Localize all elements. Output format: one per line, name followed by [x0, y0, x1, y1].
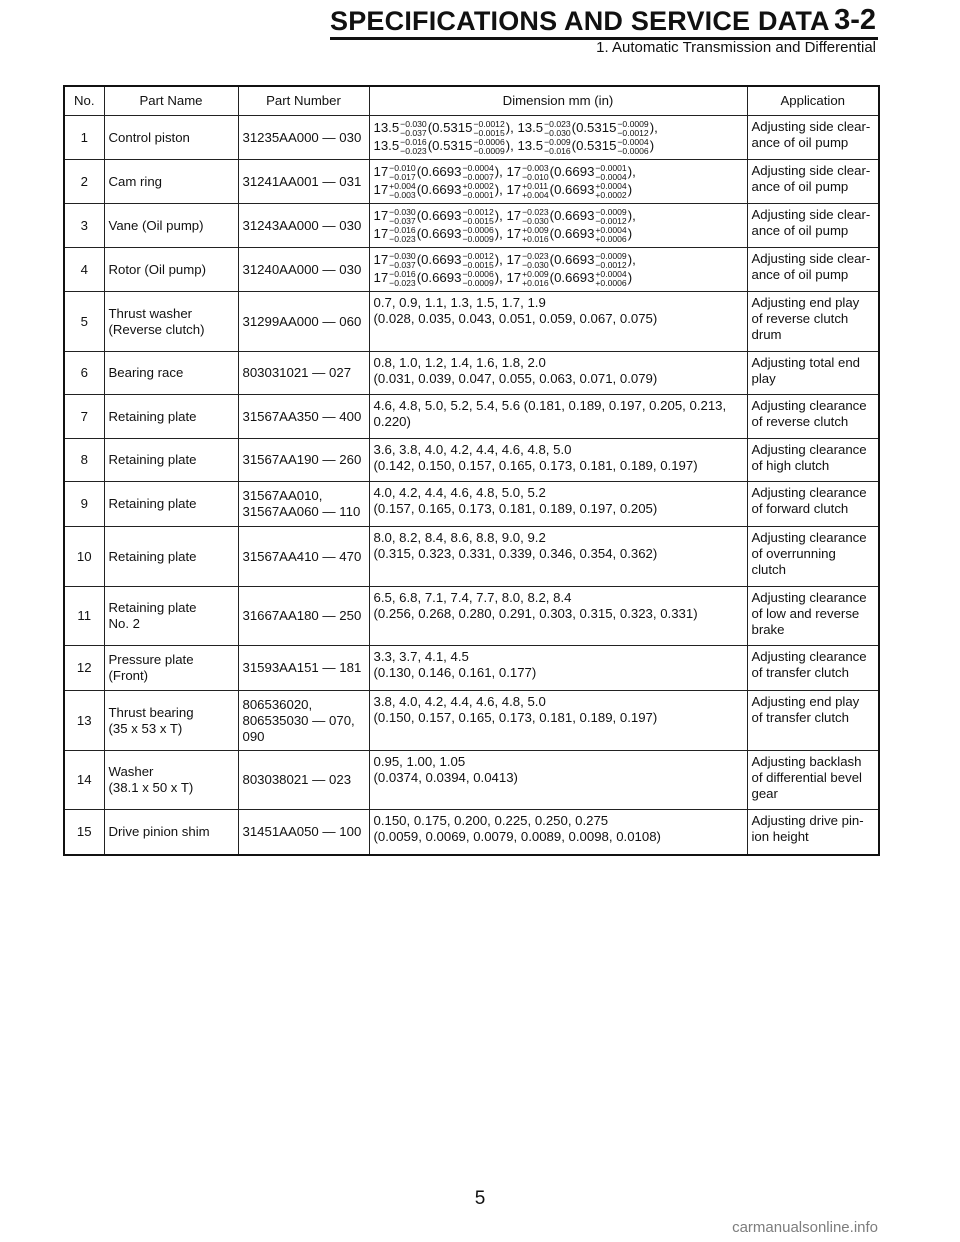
part-number: 31451AA050 — 100 [238, 810, 369, 855]
dimension-text: 17 [373, 164, 389, 179]
tolerance-lower: −0.0012 [595, 259, 627, 270]
table-header-row [64, 86, 879, 116]
tolerance-upper: −0.010 [389, 163, 416, 174]
dimension-text: ), 17 [494, 182, 522, 198]
part-number: 31667AA180 — 250 [238, 587, 369, 646]
dimension [369, 116, 747, 160]
dimension-text: ), 13.5 [505, 138, 544, 154]
dimension [369, 204, 747, 248]
dimension-line [374, 251, 743, 269]
table-row [64, 751, 879, 810]
tolerance-lower: −0.0012 [617, 127, 649, 138]
row-number: 10 [64, 527, 104, 587]
tolerance-lower: −0.023 [400, 145, 427, 156]
part-name: Control piston [104, 116, 238, 160]
tolerance-lower: −0.0015 [462, 259, 494, 270]
tolerance-lower: +0.016 [522, 233, 549, 244]
tolerance-upper: +0.004 [389, 181, 416, 192]
tolerance [617, 120, 648, 137]
tolerance [595, 252, 626, 269]
application: Adjusting clearance of low and reverse brake [747, 587, 879, 646]
dimension-text: (0.6693 [549, 208, 595, 223]
dimension-text: ) [649, 138, 655, 154]
row-number: 2 [64, 160, 104, 204]
part-number: 31567AA350 — 400 [238, 395, 369, 439]
tolerance-upper: +0.0004 [595, 269, 627, 280]
part-number: 803038021 — 023 [238, 751, 369, 810]
dimension-text: ), [649, 120, 658, 135]
dimension-text: (0.6693 [549, 226, 595, 242]
application: Adjusting drive pin- ion height [747, 810, 879, 855]
table-row [64, 482, 879, 527]
application: Adjusting total end play [747, 352, 879, 395]
tolerance-upper: +0.0004 [595, 225, 627, 236]
dimension-text: ), 17 [494, 164, 522, 179]
dimension: 0.95, 1.00, 1.05 (0.0374, 0.0394, 0.0413) [369, 751, 747, 810]
part-name: Retaining plate [104, 482, 238, 527]
tolerance-lower: −0.016 [544, 145, 571, 156]
part-number: 31567AA010, 31567AA060 — 110 [238, 482, 369, 527]
row-number: 1 [64, 116, 104, 160]
dimension-text: 17 [373, 182, 389, 198]
tolerance [462, 270, 493, 287]
part-number: 806536020, 806535030 — 070, 090 [238, 691, 369, 751]
part-name: Retaining plate [104, 527, 238, 587]
dimension-text: 17 [373, 270, 389, 286]
tolerance [389, 182, 416, 199]
dimension: 8.0, 8.2, 8.4, 8.6, 8.8, 9.0, 9.2 (0.315, 0.323, 0.331, 0.339, 0.346, 0.354, 0.362) [369, 527, 747, 587]
tolerance-lower: −0.0006 [617, 145, 649, 156]
dimension-text: ), 17 [494, 252, 522, 267]
tolerance-upper: −0.023 [544, 119, 571, 130]
part-number: 803031021 — 027 [238, 352, 369, 395]
dimension-text: ) [627, 226, 633, 242]
table-row [64, 160, 879, 204]
dimension: 6.5, 6.8, 7.1, 7.4, 7.7, 8.0, 8.2, 8.4 (0.256, 0.268, 0.280, 0.291, 0.303, 0.315, 0.323, 0.331) [369, 587, 747, 646]
dimension-text: 17 [373, 252, 389, 267]
tolerance-lower: +0.0002 [595, 189, 627, 200]
dimension-line [374, 137, 743, 155]
part-number: 31240AA000 — 030 [238, 248, 369, 292]
tolerance-lower: −0.0009 [473, 145, 505, 156]
page-header [0, 0, 960, 80]
dimension-text: (0.6693 [549, 164, 595, 179]
tolerance-lower: −0.030 [544, 127, 571, 138]
tolerance-upper: −0.0012 [462, 207, 494, 218]
part-name: Cam ring [104, 160, 238, 204]
tolerance [617, 138, 648, 155]
dimension-text: (0.6693 [416, 252, 462, 267]
tolerance-lower: −0.037 [389, 259, 416, 270]
tolerance-lower: −0.0009 [462, 233, 494, 244]
tolerance-lower: +0.0006 [595, 233, 627, 244]
tolerance-upper: +0.009 [522, 225, 549, 236]
application: Adjusting backlash of differential bevel gear [747, 751, 879, 810]
tolerance-upper: +0.0004 [595, 181, 627, 192]
part-name: Retaining plate No. 2 [104, 587, 238, 646]
tolerance-lower: −0.030 [522, 259, 549, 270]
tolerance-lower: −0.0015 [462, 215, 494, 226]
application: Adjusting end play of transfer clutch [747, 691, 879, 751]
tolerance [595, 164, 626, 181]
watermark: carmanualsonline.info [732, 1219, 878, 1236]
table-row [64, 204, 879, 248]
dimension-text: (0.5315 [571, 138, 617, 154]
header-part-number: Part Number [238, 86, 369, 116]
tolerance-lower: +0.004 [522, 189, 549, 200]
part-name: Thrust bearing (35 x 53 x T) [104, 691, 238, 751]
tolerance [595, 208, 626, 225]
dimension: 3.6, 3.8, 4.0, 4.2, 4.4, 4.6, 4.8, 5.0 (0.142, 0.150, 0.157, 0.165, 0.173, 0.181, 0.189, 0.197) [369, 439, 747, 482]
table-row [64, 646, 879, 691]
row-number: 7 [64, 395, 104, 439]
dimension-line [374, 163, 743, 181]
dimension: 3.8, 4.0, 4.2, 4.4, 4.6, 4.8, 5.0 (0.150, 0.157, 0.165, 0.173, 0.181, 0.189, 0.197) [369, 691, 747, 751]
dimension-line [374, 269, 743, 287]
application: Adjusting side clear- ance of oil pump [747, 204, 879, 248]
part-name: Pressure plate (Front) [104, 646, 238, 691]
application: Adjusting clearance of transfer clutch [747, 646, 879, 691]
section-number: 3-2 [834, 4, 876, 36]
tolerance [389, 164, 416, 181]
row-number: 9 [64, 482, 104, 527]
dimension-text: 17 [373, 226, 389, 242]
row-number: 14 [64, 751, 104, 810]
dimension-text: ), 17 [494, 226, 522, 242]
tolerance [400, 138, 427, 155]
table-row [64, 352, 879, 395]
tolerance-lower: −0.023 [389, 233, 416, 244]
tolerance-upper: −0.0006 [462, 269, 494, 280]
dimension-line [374, 119, 743, 137]
tolerance-lower: −0.0007 [462, 171, 494, 182]
tolerance-lower: −0.0004 [595, 171, 627, 182]
table-body [64, 116, 879, 855]
dimension-text: (0.6693 [416, 270, 462, 286]
tolerance-upper: −0.016 [389, 269, 416, 280]
tolerance [544, 120, 571, 137]
part-number: 31235AA000 — 030 [238, 116, 369, 160]
tolerance-lower: +0.0006 [595, 277, 627, 288]
tolerance [400, 120, 427, 137]
row-number: 4 [64, 248, 104, 292]
tolerance-upper: −0.003 [522, 163, 549, 174]
dimension-text: 13.5 [373, 120, 400, 135]
dimension-line [374, 181, 743, 199]
tolerance [595, 182, 626, 199]
tolerance-upper: −0.0012 [462, 251, 494, 262]
tolerance-lower: −0.0001 [462, 189, 494, 200]
application: Adjusting side clear- ance of oil pump [747, 248, 879, 292]
dimension: 3.3, 3.7, 4.1, 4.5 (0.130, 0.146, 0.161, 0.177) [369, 646, 747, 691]
tolerance [462, 208, 493, 225]
tolerance [389, 270, 416, 287]
tolerance [462, 252, 493, 269]
tolerance-lower: +0.016 [522, 277, 549, 288]
tolerance [522, 270, 549, 287]
tolerance [473, 138, 504, 155]
tolerance-upper: +0.009 [522, 269, 549, 280]
table-row [64, 691, 879, 751]
tolerance-upper: −0.0009 [595, 251, 627, 262]
application: Adjusting clearance of high clutch [747, 439, 879, 482]
row-number: 15 [64, 810, 104, 855]
row-number: 12 [64, 646, 104, 691]
part-number: 31241AA001 — 031 [238, 160, 369, 204]
part-number: 31567AA190 — 260 [238, 439, 369, 482]
dimension-text: (0.6693 [549, 182, 595, 198]
header-part-name: Part Name [104, 86, 238, 116]
part-name: Rotor (Oil pump) [104, 248, 238, 292]
dimension [369, 248, 747, 292]
part-name: Thrust washer (Reverse clutch) [104, 292, 238, 352]
tolerance-lower: −0.030 [522, 215, 549, 226]
part-name: Bearing race [104, 352, 238, 395]
tolerance-upper: −0.0012 [473, 119, 505, 130]
dimension-text: 13.5 [373, 138, 400, 154]
application: Adjusting clearance of overrunning clutch [747, 527, 879, 587]
dimension-text: (0.6693 [416, 226, 462, 242]
document-title: SPECIFICATIONS AND SERVICE DATA [330, 6, 830, 36]
dimension-text: ), [627, 252, 636, 267]
tolerance-upper: −0.0001 [595, 163, 627, 174]
table-row [64, 248, 879, 292]
tolerance-upper: −0.0004 [462, 163, 494, 174]
tolerance-lower: −0.003 [389, 189, 416, 200]
row-number: 5 [64, 292, 104, 352]
dimension-text: ), [627, 208, 636, 223]
tolerance-upper: −0.023 [522, 207, 549, 218]
table-row [64, 587, 879, 646]
tolerance-upper: −0.0004 [617, 137, 649, 148]
specification-table [63, 85, 880, 856]
table-row [64, 439, 879, 482]
dimension [369, 160, 747, 204]
part-name: Vane (Oil pump) [104, 204, 238, 248]
application: Adjusting clearance of reverse clutch [747, 395, 879, 439]
tolerance [522, 252, 549, 269]
application: Adjusting end play of reverse clutch drum [747, 292, 879, 352]
dimension-text: (0.5315 [571, 120, 617, 135]
tolerance-upper: −0.0006 [462, 225, 494, 236]
page-number: 5 [474, 1188, 486, 1209]
tolerance [544, 138, 571, 155]
table-header [64, 86, 879, 116]
dimension-text: (0.6693 [416, 164, 462, 179]
dimension-text: ), 13.5 [505, 120, 544, 135]
tolerance-lower: −0.037 [389, 215, 416, 226]
tolerance [522, 226, 549, 243]
tolerance-upper: +0.011 [522, 181, 549, 192]
table-row [64, 292, 879, 352]
dimension-text: (0.5315 [427, 120, 473, 135]
tolerance-upper: −0.016 [400, 137, 427, 148]
tolerance-upper: −0.030 [389, 251, 416, 262]
application: Adjusting side clear- ance of oil pump [747, 160, 879, 204]
tolerance-lower: −0.0015 [473, 127, 505, 138]
tolerance [473, 120, 504, 137]
row-number: 8 [64, 439, 104, 482]
tolerance-upper: +0.0002 [462, 181, 494, 192]
dimension-text: (0.5315 [427, 138, 473, 154]
tolerance [462, 226, 493, 243]
tolerance [595, 270, 626, 287]
dimension-line [374, 207, 743, 225]
tolerance-lower: −0.0009 [462, 277, 494, 288]
dimension-text: (0.6693 [416, 182, 462, 198]
row-number: 11 [64, 587, 104, 646]
table-row [64, 395, 879, 439]
table-row [64, 527, 879, 587]
tolerance-lower: −0.017 [389, 171, 416, 182]
dimension-text: (0.6693 [549, 270, 595, 286]
part-name: Retaining plate [104, 439, 238, 482]
tolerance [462, 182, 493, 199]
dimension: 0.150, 0.175, 0.200, 0.225, 0.250, 0.275 (0.0059, 0.0069, 0.0079, 0.0089, 0.0098, 0.0108) [369, 810, 747, 855]
dimension-text: ), 17 [494, 270, 522, 286]
dimension: 4.6, 4.8, 5.0, 5.2, 5.4, 5.6 (0.181, 0.189, 0.197, 0.205, 0.213, 0.220) [369, 395, 747, 439]
table-row [64, 810, 879, 855]
tolerance [595, 226, 626, 243]
tolerance [522, 208, 549, 225]
section-subtitle: 1. Automatic Transmission and Differential [596, 39, 876, 56]
dimension-text: 17 [373, 208, 389, 223]
header-application: Application [747, 86, 879, 116]
part-number: 31299AA000 — 060 [238, 292, 369, 352]
dimension-line [374, 225, 743, 243]
tolerance [462, 164, 493, 181]
row-number: 6 [64, 352, 104, 395]
tolerance-upper: −0.0009 [617, 119, 649, 130]
dimension: 4.0, 4.2, 4.4, 4.6, 4.8, 5.0, 5.2 (0.157, 0.165, 0.173, 0.181, 0.189, 0.197, 0.205) [369, 482, 747, 527]
part-number: 31243AA000 — 030 [238, 204, 369, 248]
header-no: No. [64, 86, 104, 116]
part-number: 31567AA410 — 470 [238, 527, 369, 587]
part-name: Retaining plate [104, 395, 238, 439]
tolerance-upper: −0.009 [544, 137, 571, 148]
part-name: Washer (38.1 x 50 x T) [104, 751, 238, 810]
row-number: 13 [64, 691, 104, 751]
dimension: 0.7, 0.9, 1.1, 1.3, 1.5, 1.7, 1.9 (0.028, 0.035, 0.043, 0.051, 0.059, 0.067, 0.075) [369, 292, 747, 352]
tolerance-lower: −0.037 [400, 127, 427, 138]
dimension-text: (0.6693 [416, 208, 462, 223]
tolerance [522, 164, 549, 181]
tolerance-lower: −0.0012 [595, 215, 627, 226]
table-row [64, 116, 879, 160]
part-number: 31593AA151 — 181 [238, 646, 369, 691]
dimension-text: ) [627, 182, 633, 198]
application: Adjusting side clear- ance of oil pump [747, 116, 879, 160]
tolerance-upper: −0.023 [522, 251, 549, 262]
tolerance [389, 252, 416, 269]
tolerance [389, 226, 416, 243]
tolerance [522, 182, 549, 199]
dimension-text: ), 17 [494, 208, 522, 223]
tolerance-lower: −0.010 [522, 171, 549, 182]
dimension-text: ), [627, 164, 636, 179]
header-dimension: Dimension mm (in) [369, 86, 747, 116]
tolerance [389, 208, 416, 225]
tolerance-upper: −0.016 [389, 225, 416, 236]
application: Adjusting clearance of forward clutch [747, 482, 879, 527]
row-number: 3 [64, 204, 104, 248]
dimension-text: (0.6693 [549, 252, 595, 267]
tolerance-upper: −0.0009 [595, 207, 627, 218]
tolerance-upper: −0.030 [389, 207, 416, 218]
tolerance-upper: −0.030 [400, 119, 427, 130]
part-name: Drive pinion shim [104, 810, 238, 855]
dimension-text: ) [627, 270, 633, 286]
dimension: 0.8, 1.0, 1.2, 1.4, 1.6, 1.8, 2.0 (0.031, 0.039, 0.047, 0.055, 0.063, 0.071, 0.079) [369, 352, 747, 395]
tolerance-upper: −0.0006 [473, 137, 505, 148]
tolerance-lower: −0.023 [389, 277, 416, 288]
